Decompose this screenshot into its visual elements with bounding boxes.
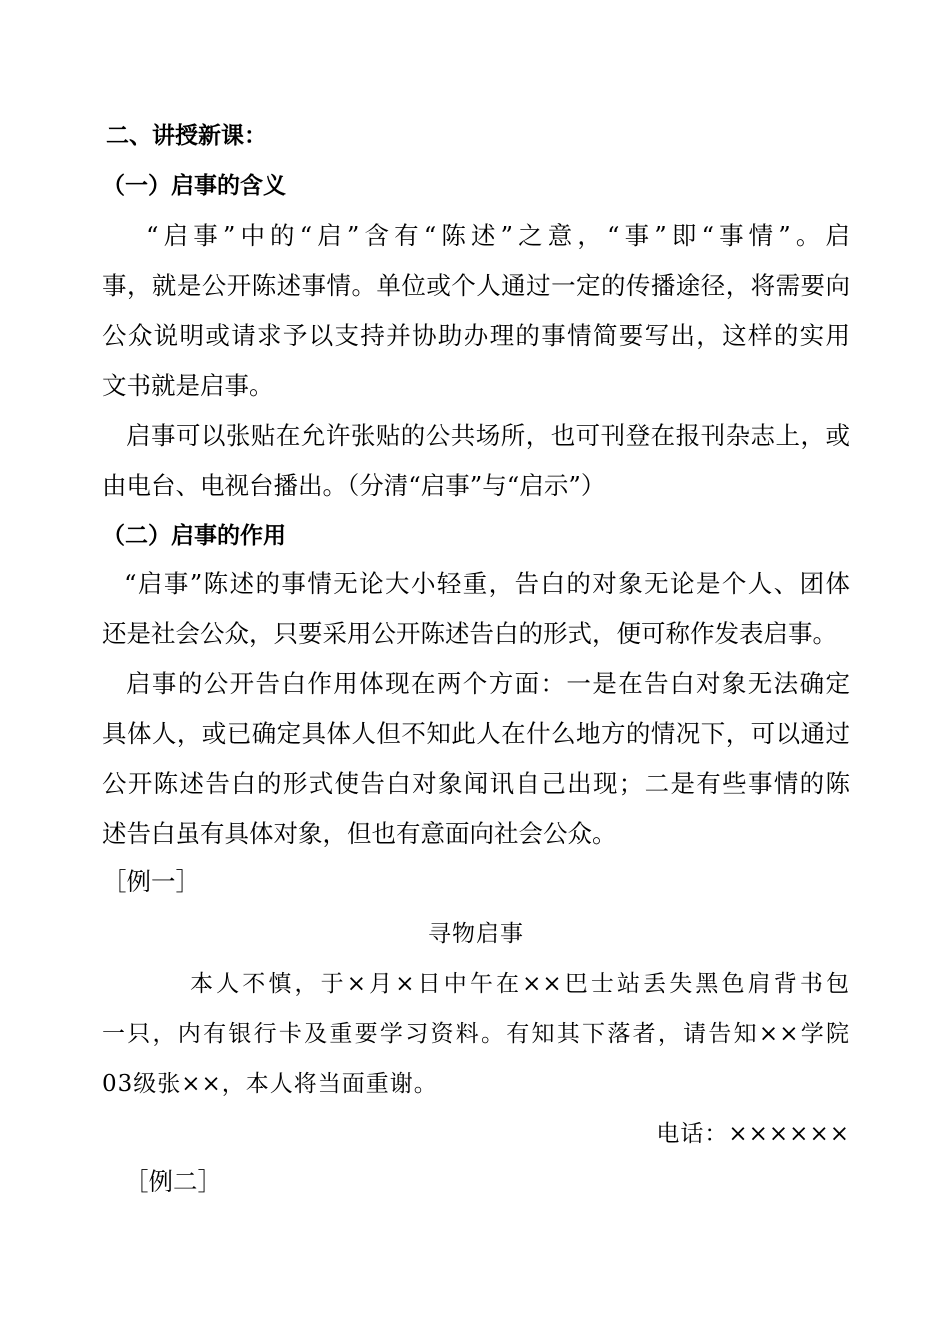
example1-body-line: 本人不慎，于×月×日中午在××巴士站丢失黑色肩背书包 [190, 971, 850, 997]
example2-label: ［例二］ [124, 1167, 222, 1196]
meaning-paragraph-line: 文书就是启事。 [102, 371, 274, 400]
example1-contact: 电话：×××××× [656, 1121, 850, 1147]
meaning-paragraph-line: “启事”中的“启”含有“陈述”之意，“事”即“事情”。启 [146, 221, 850, 250]
function-paragraph-line: “启事”陈述的事情无论大小轻重，告白的对象无论是个人、团体 [124, 569, 850, 598]
placement-paragraph-line: 由电台、电视台播出。（分清“启事”与“启示”） [102, 471, 606, 500]
meaning-paragraph-line: 事，就是公开陈述事情。单位或个人通过一定的传播途径，将需要向 [102, 271, 850, 300]
section-title: 二、讲授新课： [106, 123, 267, 149]
function-detail-line: 具体人，或已确定具体人但不知此人在什么地方的情况下，可以通过 [102, 719, 850, 748]
subsection-title-meaning: （一）启事的含义 [102, 173, 286, 199]
function-paragraph-line: 还是社会公众，只要采用公开陈述告白的形式，便可称作发表启事。 [102, 619, 837, 648]
example1-label: ［例一］ [102, 867, 200, 896]
example1-title: 寻物启事 [428, 921, 524, 947]
function-detail-line: 启事的公开告白作用体现在两个方面：一是在告白对象无法确定 [126, 669, 850, 698]
function-detail-line: 公开陈述告白的形式使告白对象闻讯自己出现；二是有些事情的陈 [102, 769, 850, 798]
subsection-title-function: （二）启事的作用 [102, 523, 286, 549]
meaning-paragraph-line: 公众说明或请求予以支持并协助办理的事情简要写出，这样的实用 [102, 321, 850, 350]
function-detail-line: 述告白虽有具体对象，但也有意面向社会公众。 [102, 819, 617, 848]
example1-body-line: 一只，内有银行卡及重要学习资料。有知其下落者，请告知××学院 [102, 1021, 850, 1047]
placement-paragraph-line: 启事可以张贴在允许张贴的公共场所，也可刊登在报刊杂志上，或 [126, 421, 850, 450]
example1-body-line: 03级张××，本人将当面重谢。 [102, 1071, 438, 1097]
